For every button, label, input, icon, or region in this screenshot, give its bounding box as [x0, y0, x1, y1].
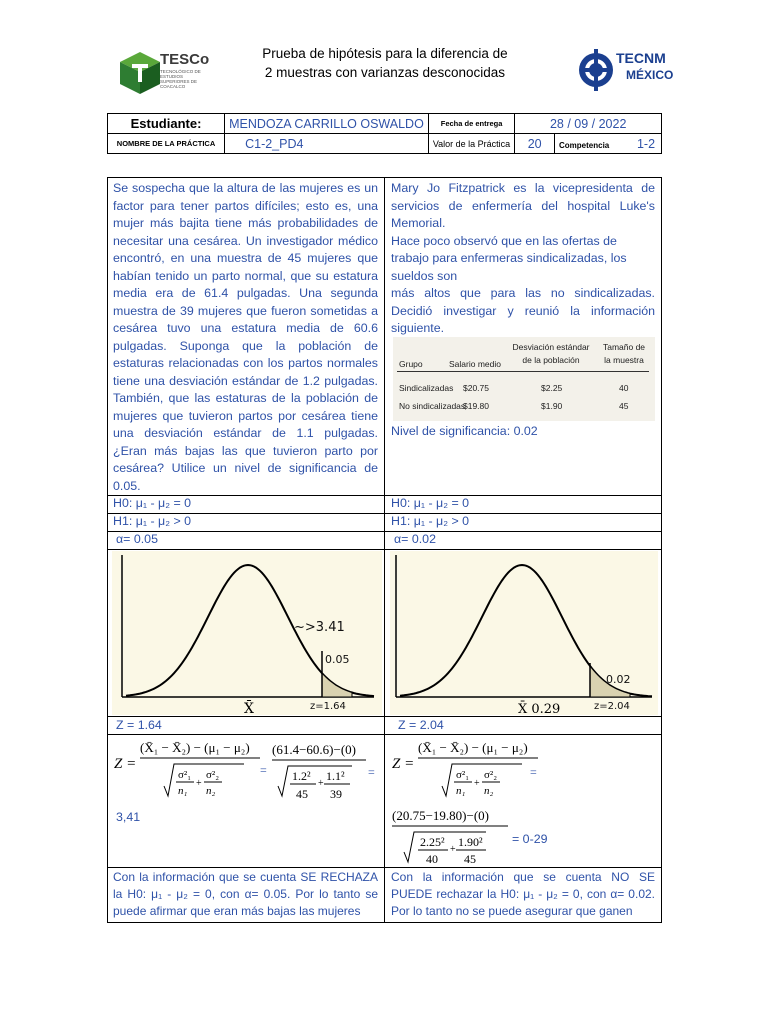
salary-table: Grupo Salario medio Desviación estándar de la población Tamaño de la muestra Sindicalizadas $20.75 $2.25 40 No sindicalizadas $19.80 $1.90 45	[393, 337, 655, 421]
svg-text:2.25²: 2.25²	[420, 835, 445, 849]
right-z-critical: Z = 2.04	[398, 718, 444, 732]
left-conclusion: Con la información que se cuenta SE RECHAZA la H0: μ₁ - μ₂ = 0, con α= 0.05. Por lo tanto se puede afirmar que eran más bajas las mujeres	[113, 870, 378, 918]
svg-text:σ²₂: σ²₂	[206, 769, 220, 781]
date-value: 28 / 09 / 2022	[515, 114, 662, 134]
tesco-logo-text: TESCo	[160, 51, 210, 68]
value-value: 20	[515, 134, 555, 154]
right-xbar-label: X̄ 0.29	[518, 702, 561, 715]
right-normal-curve	[390, 551, 658, 715]
svg-text:=: =	[530, 765, 537, 779]
svg-text:+: +	[450, 844, 456, 855]
left-alpha-note: 0.05	[325, 653, 350, 666]
svg-text:1.90²: 1.90²	[458, 835, 483, 849]
svg-text:(X̄₁ − X̄₂) − (μ₁ − μ₂): (X̄₁ − X̄₂) − (μ₁ − μ₂)	[418, 740, 528, 755]
left-formula-numerator: (61.4−60.6)−(0)	[272, 742, 356, 757]
svg-text:n₂: n₂	[206, 785, 216, 797]
left-normal-curve	[112, 551, 382, 715]
svg-text:45: 45	[464, 852, 476, 866]
competence-value: 1-2	[636, 136, 656, 151]
right-z-formula	[390, 736, 658, 866]
value-label: Valor de la Práctica	[428, 134, 515, 154]
right-alpha: α= 0.02	[394, 532, 436, 546]
svg-text:40: 40	[426, 852, 438, 866]
svg-text:n₂: n₂	[484, 785, 494, 797]
left-z-critical: Z = 1.64	[116, 718, 162, 732]
svg-text:=: =	[260, 763, 267, 777]
left-alpha: α= 0.05	[116, 532, 158, 546]
right-formula-numerator: (20.75−19.80)−(0)	[392, 808, 489, 823]
right-conclusion: Con la información que se cuenta NO SE PUEDE rechazar la H0: μ₁ - μ₂ = 0, con α= 0.02. Por lo tanto no se puede asegurar que ganen	[391, 870, 655, 918]
student-label: Estudiante:	[108, 114, 225, 134]
right-h0: H0: μ₁ - μ₂ = 0	[391, 496, 470, 510]
competence-cell	[555, 134, 662, 154]
mexico-logo-text: MÉXICO	[626, 68, 674, 82]
right-result: = 0-29	[512, 832, 548, 846]
svg-text:Z =: Z =	[392, 756, 415, 772]
svg-text:+: +	[318, 778, 324, 789]
practice-value: C1-2_PD4	[225, 134, 429, 154]
right-problem-text: Mary Jo Fitzpatrick es la vicepresidenta de servicios de enfermería del hospital Luke's Memorial. Hace poco observó que en las ofertas de trabajo para enfermeras sindicalizadas, los sueldos son más altos que para las no sindicalizadas. Decidió investigar y reunió la información siguiente.	[391, 181, 655, 335]
svg-text:n₁: n₁	[456, 785, 466, 797]
document-title: Prueba de hipótesis para la diferencia de 2 muestras con varianzas desconocidas	[262, 46, 508, 80]
svg-text:Z =: Z =	[114, 756, 137, 772]
column-divider	[384, 177, 385, 923]
tecnm-logo-text: TECNM	[616, 50, 666, 66]
competence-label: Competencia	[559, 140, 610, 150]
student-name: MENDOZA CARRILLO OSWALDO	[225, 114, 429, 134]
left-z-note: z=1.64	[310, 701, 346, 712]
right-alpha-note: 0.02	[606, 673, 631, 686]
svg-text:+: +	[196, 778, 202, 789]
svg-text:1.2²: 1.2²	[292, 769, 311, 783]
svg-text:n₁: n₁	[178, 785, 188, 797]
svg-text:+: +	[474, 778, 480, 789]
left-z-formula	[112, 736, 382, 806]
svg-text:σ²₁: σ²₁	[456, 769, 470, 781]
right-h1: H1: μ₁ - μ₂ > 0	[391, 514, 470, 528]
right-z-note: z=2.04	[594, 701, 630, 712]
svg-text:=: =	[368, 765, 375, 779]
left-zcalc-note: ~>3.41	[294, 620, 345, 635]
left-xbar-label: X̄	[244, 701, 254, 715]
left-result: 3,41	[116, 810, 141, 824]
left-h0: H0: μ₁ - μ₂ = 0	[113, 496, 192, 510]
date-label: Fecha de entrega	[428, 114, 515, 134]
svg-text:σ²₁: σ²₁	[178, 769, 192, 781]
left-problem-text: Se sospecha que la altura de las mujeres es un factor para tener partos difíciles; esto es, una mujer más bajita tiene más probabilidades de necesitar una cesárea. Un investigador médico encontró, en una muestra de 45 mujeres que habían tenido un parto normal, que su estatura media era de 61.4 pulgadas. Una segunda muestra de 39 mujeres que fueron sometidas a cesárea tuvo una estatura media de 60.6 pulgadas. Suponga que la población de estaturas relacionadas con los partos normales tiene una desviación estándar de 1.2 pulgadas. También, que las estaturas de la población de mujeres que tuvieron partos por cesárea tiene una desviación estándar de 1.1 pulgadas. ¿Eran más bajas las que tuvieron parto por cesárea? Utilice un nivel de significancia de 0.05.	[113, 181, 378, 493]
left-h1: H1: μ₁ - μ₂ > 0	[113, 514, 192, 528]
svg-text:39: 39	[330, 787, 342, 801]
tesco-logo-subtext: TECNOLÓGICO DE ESTUDIOS SUPERIORES DE COACALCO	[160, 69, 201, 89]
svg-text:1.1²: 1.1²	[326, 769, 345, 783]
svg-text:σ²₂: σ²₂	[484, 769, 498, 781]
svg-text:45: 45	[296, 787, 308, 801]
practice-label: NOMBRE DE LA PRÁCTICA	[108, 134, 225, 154]
info-table	[107, 113, 662, 154]
svg-text:(X̄₁ − X̄₂) − (μ₁ − μ₂): (X̄₁ − X̄₂) − (μ₁ − μ₂)	[140, 740, 250, 755]
significance-level: Nivel de significancia: 0.02	[391, 424, 538, 438]
